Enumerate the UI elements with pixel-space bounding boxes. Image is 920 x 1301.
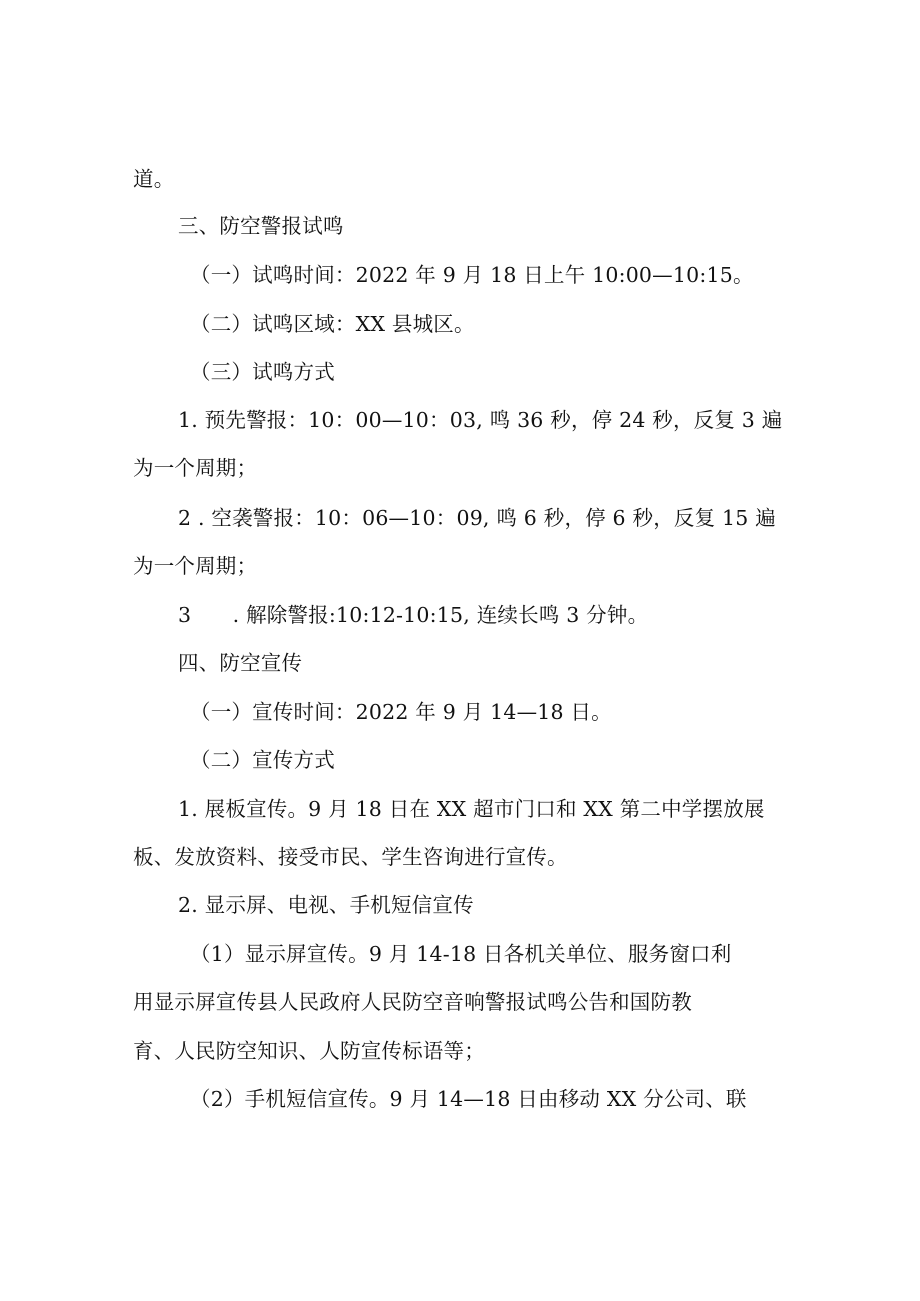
text-line: 用显示屏宣传县人民政府人民防空音响警报试鸣公告和国防教 xyxy=(133,990,692,1014)
text-line: 1. 展板宣传。9 月 18 日在 XX 超市门口和 XX 第二中学摆放展 xyxy=(178,797,765,821)
section-heading: 三、防空警报试鸣 xyxy=(178,214,344,238)
text-line: 道。 xyxy=(133,167,175,191)
text-line: 为一个周期； xyxy=(133,554,258,578)
subsection-heading: （二）宣传方式 xyxy=(190,748,335,772)
text-line: （一）试鸣时间：2022 年 9 月 18 日上午 10:00—10:15。 xyxy=(190,263,754,287)
text-line: 板、发放资料、接受市民、学生咨询进行宣传。 xyxy=(133,845,568,869)
text-line: （1）显示屏宣传。9 月 14-18 日各机关单位、服务窗口利 xyxy=(190,942,732,966)
text-line: （二）试鸣区域：XX 县城区。 xyxy=(190,312,475,336)
text-line: 1. 预先警报：10：00—10：03, 鸣 36 秒，停 24 秒，反复 3 遍 xyxy=(178,408,783,432)
text-line: 2. 显示屏、电视、手机短信宣传 xyxy=(178,893,474,917)
text-line: 2 . 空袭警报：10：06—10：09, 鸣 6 秒，停 6 秒，反复 15 遍 xyxy=(178,506,776,530)
text-line: （一）宣传时间：2022 年 9 月 14—18 日。 xyxy=(190,700,612,724)
section-heading: 四、防空宣传 xyxy=(178,651,303,675)
text-line: 育、人民防空知识、人防宣传标语等； xyxy=(133,1039,485,1063)
text-line: 3 . 解除警报:10:12-10:15, 连续长鸣 3 分钟。 xyxy=(178,603,649,627)
text-line: （2）手机短信宣传。9 月 14—18 日由移动 XX 分公司、联 xyxy=(190,1087,747,1111)
subsection-heading: （三）试鸣方式 xyxy=(190,360,335,384)
text-line: 为一个周期； xyxy=(133,456,258,480)
